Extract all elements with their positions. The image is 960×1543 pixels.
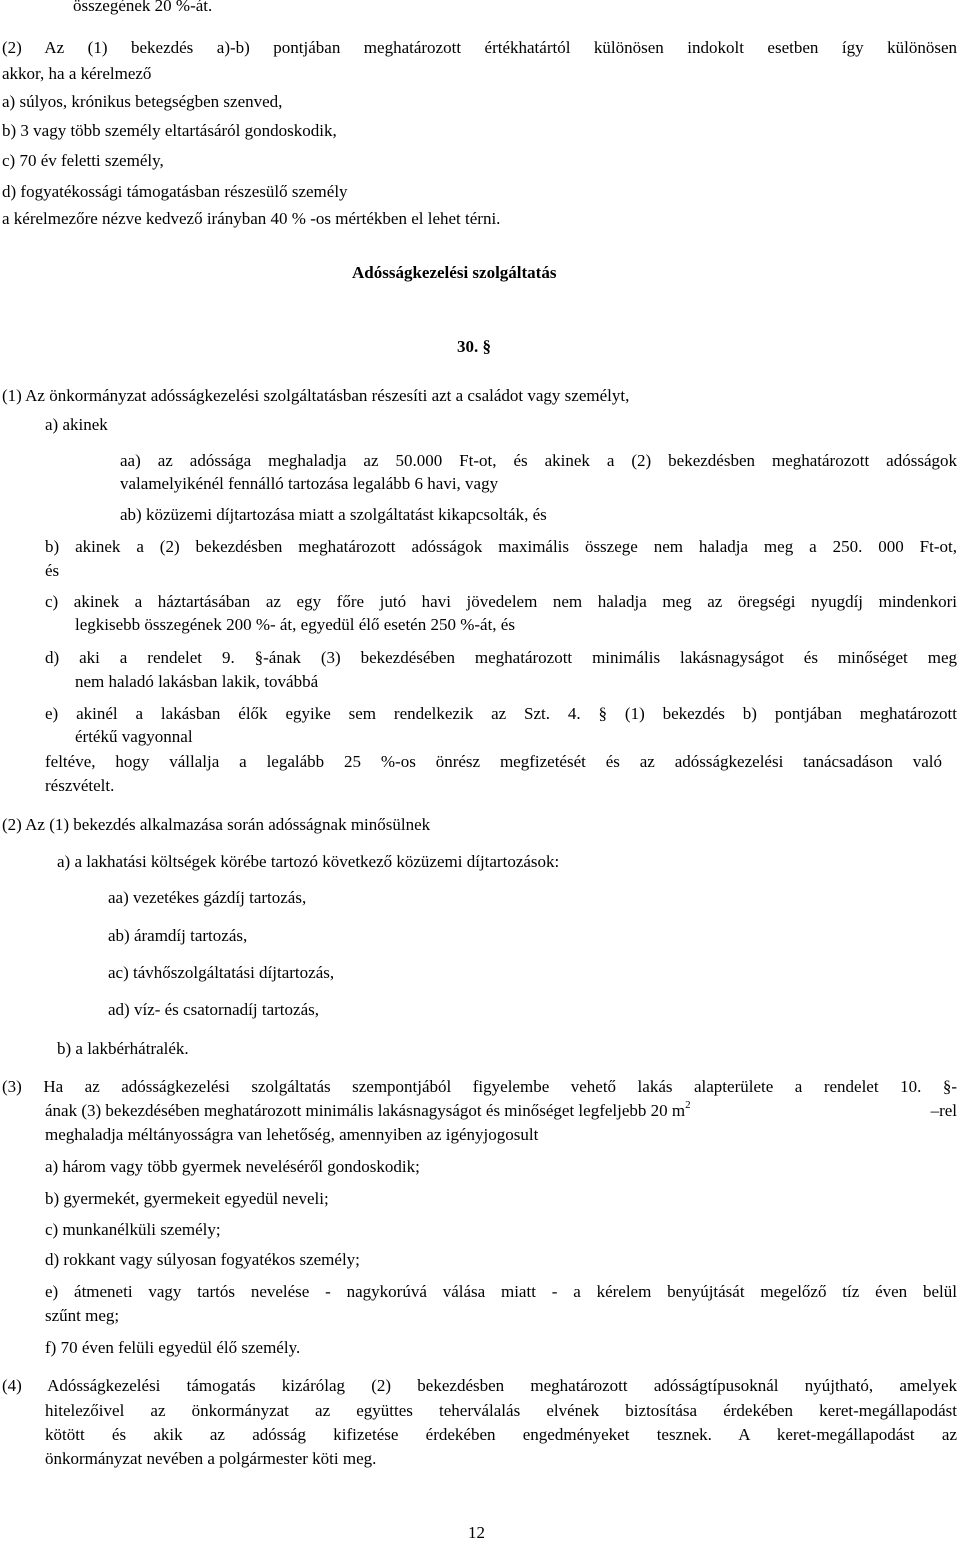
list-item: aa) az adóssága meghaladja az 50.000 Ft-ot, és akinek a (2) bekezdésben meghatározott adósságok	[120, 451, 957, 470]
paragraph-3-text: ának (3) bekezdésében meghatározott minimális lakásnagyságot és minőséget legfeljebb 20 m	[45, 1101, 686, 1120]
list-item: legkisebb összegének 200 %- át, egyedül élő esetén 250 %-át, és	[75, 615, 515, 634]
superscript: 2	[685, 1099, 691, 1112]
paragraph-3-text-end: –rel	[930, 1101, 957, 1120]
text-line: összegének 20 %-át.	[73, 0, 213, 15]
list-item: ab) áramdíj tartozás,	[108, 926, 248, 945]
paragraph-4-line: (4) Adósságkezelési támogatás kizárólag (2) bekezdésben meghatározott adósságtípusoknál nyújtható, amelyek	[2, 1376, 957, 1395]
list-item: értékű vagyonnal	[75, 727, 193, 746]
page-number: 12	[468, 1523, 485, 1542]
list-item: b) 3 vagy több személy eltartásáról gondoskodik,	[2, 121, 337, 140]
paragraph-1-intro: (1) Az önkormányzat adósságkezelési szolgáltatásban részesíti azt a családot vagy személyt,	[2, 386, 630, 405]
text-line: a kérelmezőre nézve kedvező irányban 40 % -os mértékben el lehet térni.	[2, 209, 501, 228]
list-item: a) akinek	[45, 415, 108, 434]
list-item: c) 70 év feletti személy,	[2, 151, 164, 170]
list-item: a) a lakhatási költségek körébe tartozó következő közüzemi díjtartozások:	[57, 852, 560, 871]
paragraph-4-line: kötött és akik az adósság kifizetése érdekében engedményeket tesznek. A keret-megállapodást az	[45, 1425, 957, 1444]
list-item: b) gyermekét, gyermekeit egyedül neveli;	[45, 1189, 329, 1208]
list-item: d) rokkant vagy súlyosan fogyatékos személy;	[45, 1250, 360, 1269]
section-number: 30. §	[457, 337, 491, 356]
list-item: d) fogyatékossági támogatásban részesülő személy	[2, 182, 348, 201]
list-item: szűnt meg;	[45, 1306, 120, 1325]
list-item: c) munkanélküli személy;	[45, 1220, 221, 1239]
list-item: aa) vezetékes gázdíj tartozás,	[108, 888, 307, 907]
list-item: ab) közüzemi díjtartozása miatt a szolgáltatást kikapcsolták, és	[120, 505, 547, 524]
list-item: e) akinél a lakásban élők egyike sem rendelkezik az Szt. 4. § (1) bekezdés b) pontjában meghatározott	[45, 704, 957, 723]
text-line: részvételt.	[45, 776, 115, 795]
list-item: b) akinek a (2) bekezdésben meghatározott adósságok maximális összege nem haladja meg a 250. 000 Ft-ot,	[45, 537, 957, 556]
list-item: ac) távhőszolgáltatási díjtartozás,	[108, 963, 335, 982]
section-heading: Adósságkezelési szolgáltatás	[352, 263, 557, 282]
text-line: feltéve, hogy vállalja a legalább 25 %-os önrész megfizetését és az adósságkezelési tanácsadáson való	[45, 752, 942, 771]
paragraph-3-line: meghaladja méltányosságra van lehetőség, amennyiben az igényjogosult	[45, 1125, 539, 1144]
list-item: d) aki a rendelet 9. §-ának (3) bekezdésében meghatározott minimális lakásnagyságot és minőséget meg	[45, 648, 957, 667]
list-item: a) három vagy több gyermek neveléséről gondoskodik;	[45, 1157, 420, 1176]
list-item: ad) víz- és csatornadíj tartozás,	[108, 1000, 319, 1019]
list-item: f) 70 éven felüli egyedül élő személy.	[45, 1338, 301, 1357]
list-item: b) a lakbérhátralék.	[57, 1039, 189, 1058]
list-item: nem haladó lakásban lakik, továbbá	[75, 672, 319, 691]
paragraph-4-line: hitelezőivel az önkormányzat az együttes teherválalás elvének biztosítása érdekében keret-megállapodást	[45, 1401, 957, 1420]
paragraph-2-line: (2) Az (1) bekezdés a)-b) pontjában meghatározott értékhatártól különösen indokolt esetben így különösen	[2, 38, 957, 57]
paragraph-2-intro: (2) Az (1) bekezdés alkalmazása során adósságnak minősülnek	[2, 815, 431, 834]
list-item: valamelyikénél fennálló tartozása legalább 6 havi, vagy	[120, 474, 499, 493]
paragraph-3-line	[45, 1101, 957, 1121]
paragraph-4-line: önkormányzat nevében a polgármester köti meg.	[45, 1449, 377, 1468]
list-item: a) súlyos, krónikus betegségben szenved,	[2, 92, 283, 111]
list-item: c) akinek a háztartásában az egy főre jutó havi jövedelem nem haladja meg az öregségi nyugdíj mindenkori	[45, 592, 957, 611]
list-item: és	[45, 561, 60, 580]
list-item: e) átmeneti vagy tartós nevelése - nagykorúvá válása miatt - a kérelem benyújtását megelőző tíz éven belül	[45, 1282, 957, 1301]
paragraph-3-line: (3) Ha az adósságkezelési szolgáltatás szempontjából figyelembe vehető lakás alapterülete a rendelet 10. §-	[2, 1077, 957, 1096]
paragraph-2-line: akkor, ha a kérelmező	[2, 64, 152, 83]
